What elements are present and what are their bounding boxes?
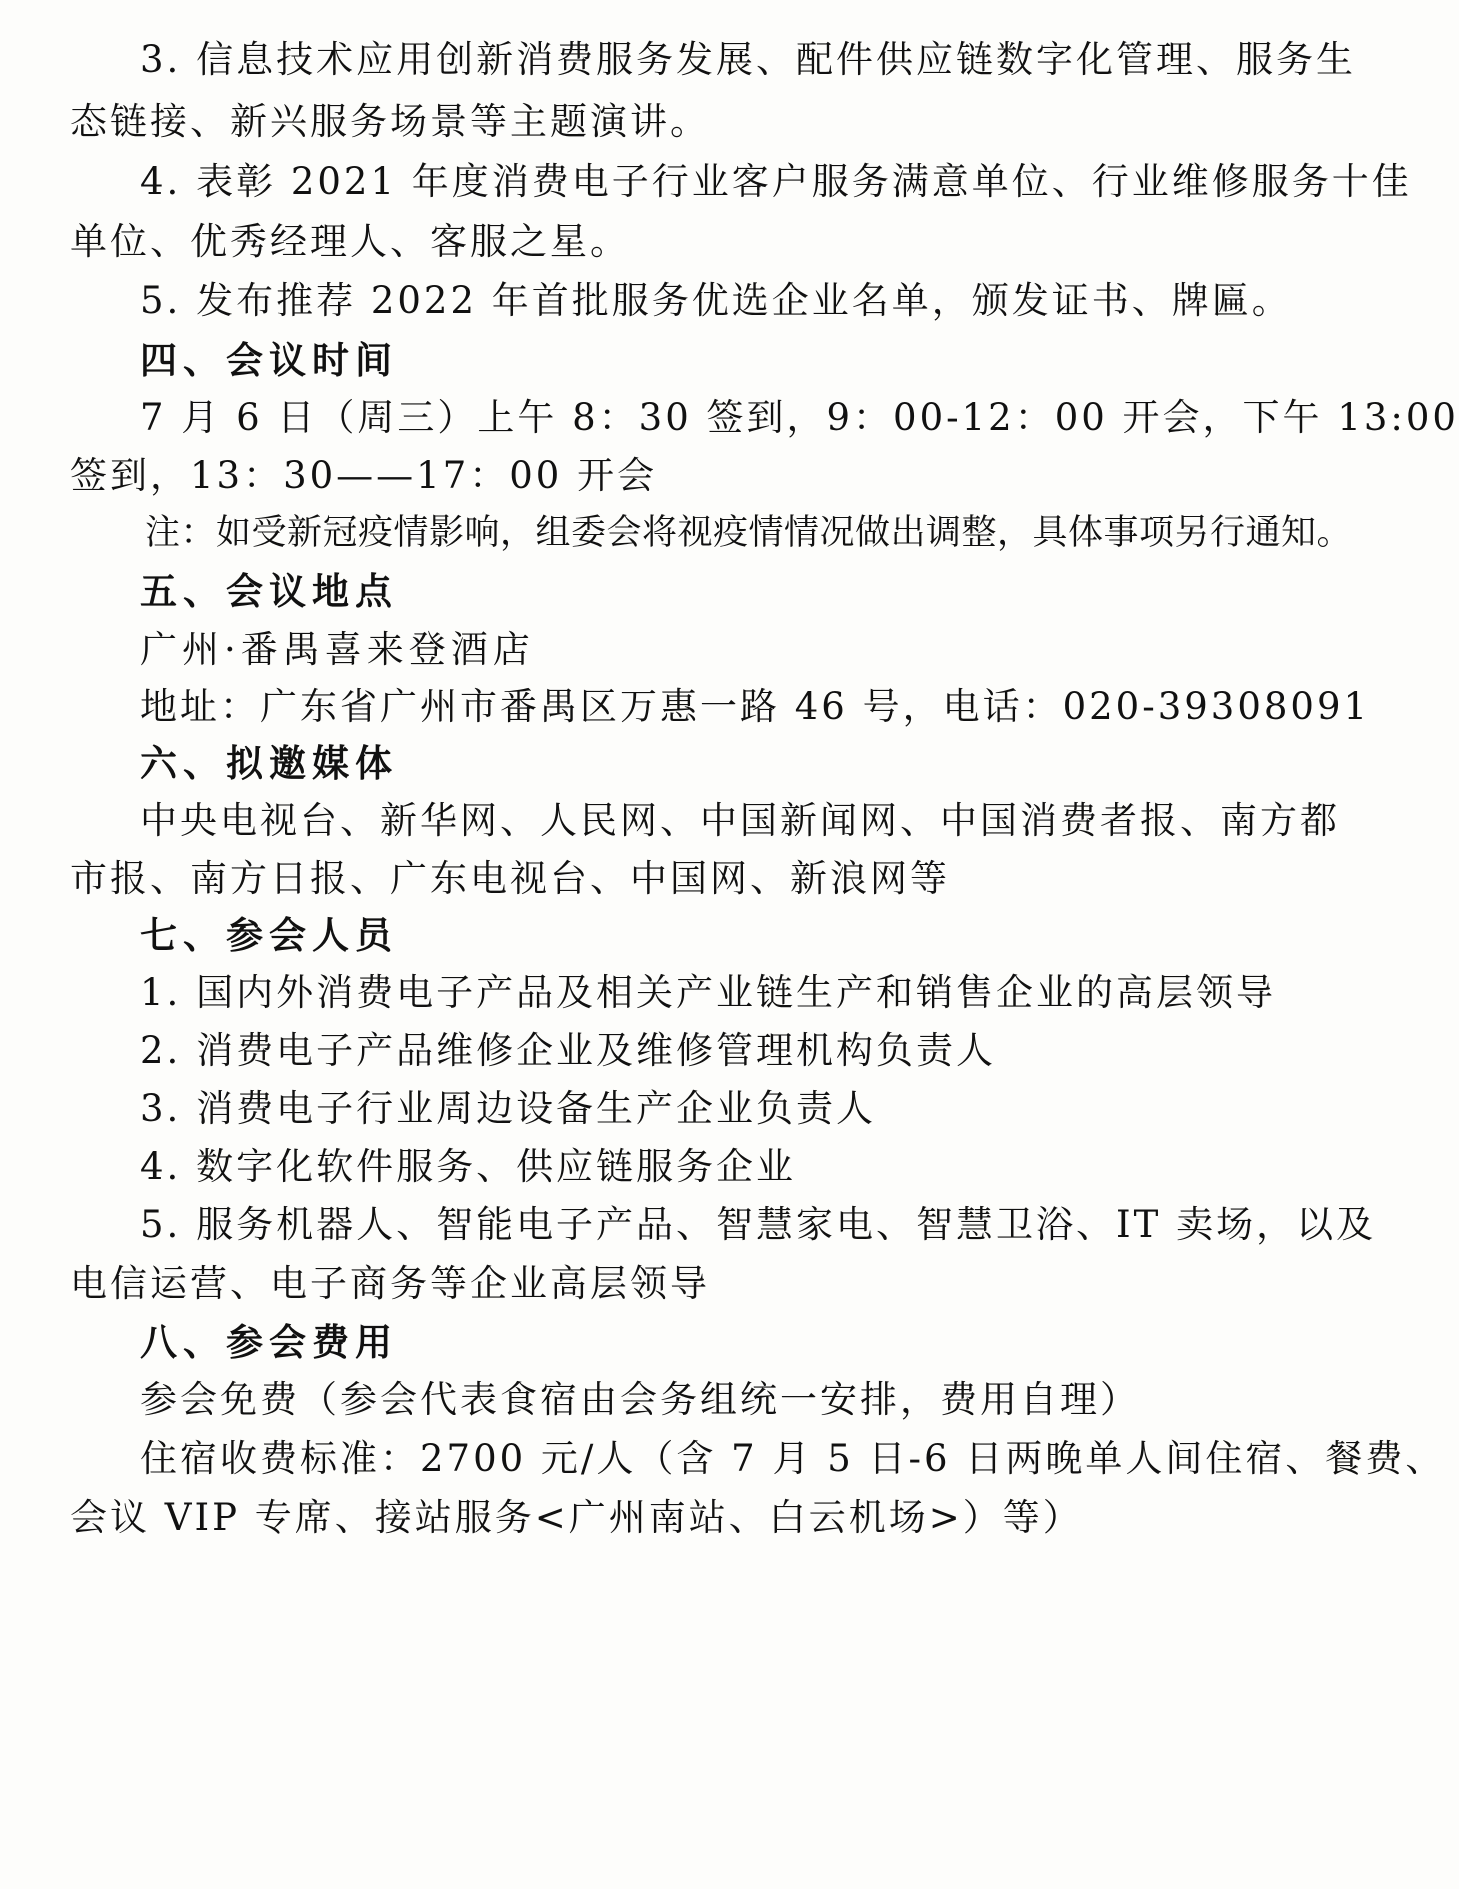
section-heading-meeting-venue: 五、会议地点	[140, 569, 398, 613]
section-heading-meeting-time: 四、会议时间	[140, 338, 398, 382]
agenda-item-3-line-2: 态链接、新兴服务场景等主题演讲。	[70, 100, 710, 143]
agenda-item-5: 5. 发布推荐 2022 年首批服务优选企业名单，颁发证书、牌匾。	[140, 279, 1292, 322]
media-list-line-1: 中央电视台、新华网、人民网、中国新闻网、中国消费者报、南方都	[140, 799, 1340, 842]
section-heading-invited-media: 六、拟邀媒体	[140, 741, 398, 785]
attendee-item-3: 3. 消费电子行业周边设备生产企业负责人	[140, 1087, 877, 1130]
section-heading-attendees: 七、参会人员	[140, 913, 398, 957]
meeting-time-line-1: 7 月 6 日（周三）上午 8：30 签到，9：00-12：00 开会，下午 13:00	[140, 396, 1459, 439]
attendee-item-5-line-1: 5. 服务机器人、智能电子产品、智慧家电、智慧卫浴、IT 卖场，以及	[140, 1203, 1377, 1246]
section-heading-fees: 八、参会费用	[140, 1320, 398, 1364]
agenda-item-4-line-1: 4. 表彰 2021 年度消费电子行业客户服务满意单位、行业维修服务十佳	[140, 160, 1412, 203]
meeting-time-line-2: 签到，13：30——17：00 开会	[70, 454, 658, 497]
attendee-item-2: 2. 消费电子产品维修企业及维修管理机构负责人	[140, 1029, 997, 1072]
agenda-item-3-line-1: 3. 信息技术应用创新消费服务发展、配件供应链数字化管理、服务生	[140, 38, 1357, 81]
venue-address: 地址：广东省广州市番禺区万惠一路 46 号，电话：020-39308091	[140, 685, 1371, 728]
epidemic-note: 注：如受新冠疫情影响，组委会将视疫情情况做出调整，具体事项另行通知。	[145, 513, 1353, 553]
accommodation-fee-line-1: 住宿收费标准：2700 元/人（含 7 月 5 日-6 日两晚单人间住宿、餐费、	[140, 1437, 1446, 1480]
attendee-item-5-line-2: 电信运营、电子商务等企业高层领导	[70, 1262, 710, 1305]
media-list-line-2: 市报、南方日报、广东电视台、中国网、新浪网等	[70, 857, 950, 900]
accommodation-fee-line-2: 会议 VIP 专席、接站服务<广州南站、白云机场>）等）	[70, 1496, 1083, 1539]
attendee-item-1: 1. 国内外消费电子产品及相关产业链生产和销售企业的高层领导	[140, 971, 1277, 1014]
attendee-item-4: 4. 数字化软件服务、供应链服务企业	[140, 1145, 797, 1188]
fee-free-notice: 参会免费（参会代表食宿由会务组统一安排，费用自理）	[140, 1378, 1140, 1421]
agenda-item-4-line-2: 单位、优秀经理人、客服之星。	[70, 220, 630, 263]
venue-name: 广州·番禺喜来登酒店	[140, 628, 535, 671]
